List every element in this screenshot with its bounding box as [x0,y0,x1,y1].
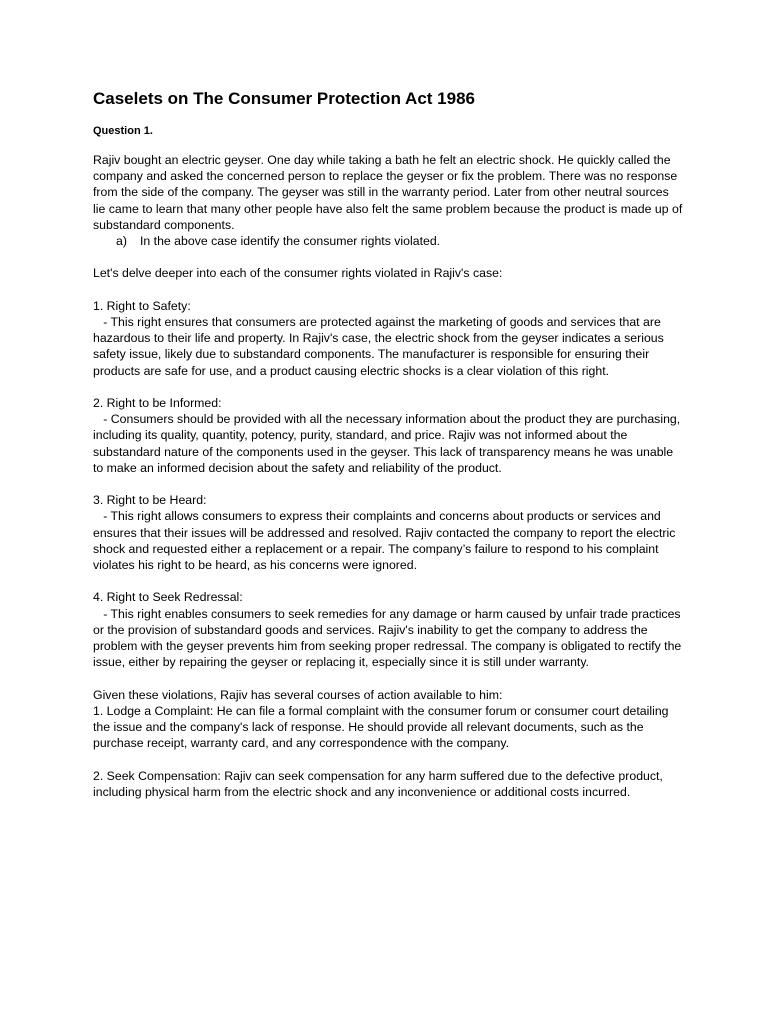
action-item: 2. Seek Compensation: Rajiv can seek compensation for any harm suffered due to the defective product, including physical harm from the electric shock and any inconvenience or additional costs incurred. [93,768,667,799]
right-heading: 3. Right to be Heard: [93,493,207,508]
right-body: - Consumers should be provided with all the necessary information about the product they are purchasing, including its quality, quantity, potency, purity, standard, and price. Rajiv was not informed about the substandard nature of the components used in the geyser. This lack of transparency means he was unable to make an informed decision about the safety and reliability of the product. [93,412,684,475]
right-heading: 1. Right to Safety: [93,298,191,313]
sub-question-text: In the above case identify the consumer rights violated. [140,234,441,249]
spacer [93,670,683,686]
spacer [93,379,683,395]
intro-paragraph: Let's delve deeper into each of the consumer rights violated in Rajiv's case: [93,266,503,281]
document-page [93,88,686,800]
action-item: 1. Lodge a Complaint: He can file a formal complaint with the consumer forum or consumer court detailing the issue and the company's lack of response. He should provide all relevant documents, such as the purchase receipt, warranty card, and any correspondence with the company. [93,703,672,751]
spacer [93,573,683,589]
right-body: - This right ensures that consumers are protected against the marketing of goods and services that are hazardous to their life and property. In Rajiv's case, the electric shock from the geyser indicates a serious safety issue, likely due to substandard components. The manufacturer is responsible for ensuring their products are safe for use, and a product causing electric shocks is a clear violation of this right. [93,315,668,378]
spacer [93,751,683,767]
document-title: Caselets on The Consumer Protection Act 1986 [93,89,475,108]
spacer [93,476,683,492]
sub-question-marker: a) [116,234,127,249]
right-body: - This right enables consumers to seek remedies for any damage or harm caused by unfair trade practices or the provision of substandard goods and services. Rajiv's inability to get the company to address the problem with the geyser prevents him from seeking proper redressal. The company is obligated to rectify the issue, either by repairing the geyser or replacing it, especially since it is still under warranty. [93,606,685,670]
sub-question [93,233,683,249]
question-label: Question 1. [93,125,153,137]
right-heading: 4. Right to Seek Redressal: [93,590,243,605]
actions-intro: Given these violations, Rajiv has several courses of action available to him: [93,687,503,702]
right-body: - This right allows consumers to express their complaints and concerns about products or services and ensures that their issues will be addressed and resolved. Rajiv contacted the company to report the electric shock and requested either a replacement or a repair. The company’s failure to respond to his complaint violates his right to be heard, as his concerns were ignored. [93,509,679,573]
right-heading: 2. Right to be Informed: [93,396,222,410]
case-paragraph: Rajiv bought an electric geyser. One day while taking a bath he felt an electric shock. He quickly called the company and asked the concerned person to replace the geyser or fix the problem. There was no response from the side of the company. The geyser was still in the warranty period. Later from other neutral sources lie came to learn that many other people have also felt the same problem because the product is made up of substandard components. [93,153,686,232]
spacer [93,282,683,298]
spacer [93,249,683,265]
